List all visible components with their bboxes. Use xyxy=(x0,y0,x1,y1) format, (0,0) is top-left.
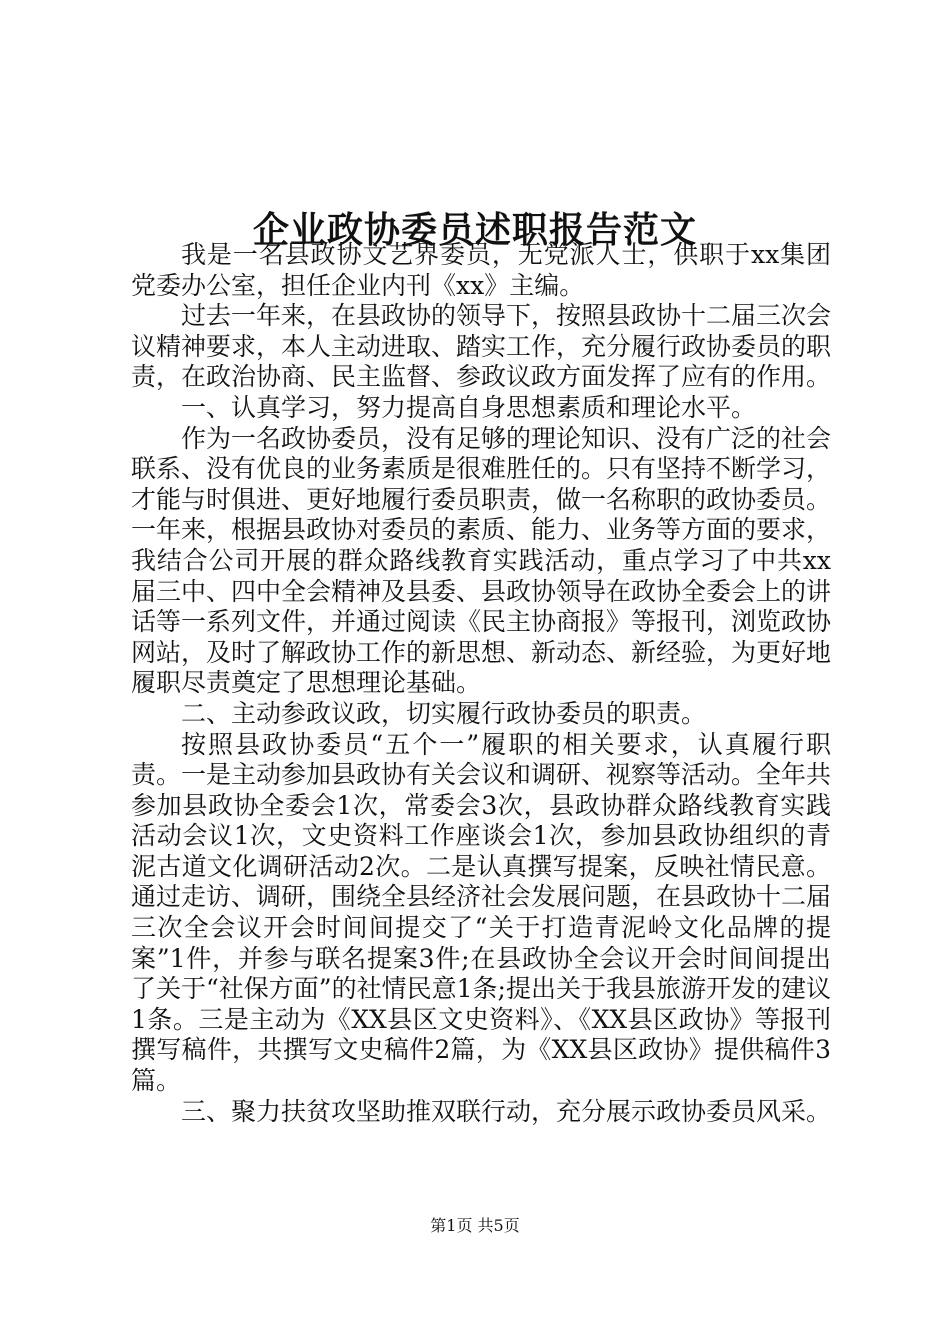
section-heading-3: 三、聚力扶贫攻坚助推双联行动，充分展示政协委员风采。 xyxy=(181,1096,832,1126)
paragraph-study: 作为一名政协委员，没有足够的理论知识、没有广泛的社会联系、没有优良的业务素质是很难胜任的。只有坚持不断学习，才能与时俱进、更好地履行委员职责，做一名称职的政协委员。一年来，根据县政协对委员的素质、能力、业务等方面的要求，我结合公司开展的群众路线教育实践活动，重点学习了中共xx届三中、四中全会精神及县委、县政协领导在政协全委会上的讲话等一系列文件，并通过阅读《民主协商报》等报刊，浏览政协网站，及时了解政协工作的新思想、新动态、新经验，为更好地履职尽责奠定了思想理论基础。 xyxy=(131,423,832,698)
section-heading-2: 二、主动参政议政，切实履行政协委员的职责。 xyxy=(181,698,707,728)
page-footer: 第1页 共5页 xyxy=(430,1216,520,1235)
document-title: 企业政协委员述职报告范文 xyxy=(252,209,697,252)
document-body xyxy=(131,240,831,1127)
section-heading-1: 一、认真学习，努力提高自身思想素质和理论水平。 xyxy=(181,392,757,422)
paragraph-intro: 我是一名县政协文艺界委员，无党派人士，供职于xx集团党委办公室，担任企业内刊《xx》主编。 xyxy=(131,240,831,300)
paragraph-overview: 过去一年来，在县政协的领导下，按照县政协十二届三次会议精神要求，本人主动进取、踏实工作，充分履行政协委员的职责，在政治协商、民主监督、参政议政方面发挥了应有的作用。 xyxy=(131,301,832,392)
paragraph-duties: 按照县政协委员“五个一”履职的相关要求，认真履行职责。一是主动参加县政协有关会议和调研、视察等活动。全年共参加县政协全委会1次，常委会3次，县政协群众路线教育实践活动会议1次，文史资料工作座谈会1次，参加县政协组织的青泥古道文化调研活动2次。二是认真撰写提案，反映社情民意。通过走访、调研，围绕全县经济社会发展问题，在县政协十二届三次全会议开会时间间提交了“关于打造青泥岭文化品牌的提案”1件，并参与联名提案3件;在县政协全会议开会时间间提出了关于“社保方面”的社情民意1条;提出关于我县旅游开发的建议1条。三是主动为《XX县区文史资料》、《XX县区政协》等报刊撰写稿件，共撰写文史稿件2篇，为《XX县区政协》提供稿件3篇。 xyxy=(131,729,832,1096)
